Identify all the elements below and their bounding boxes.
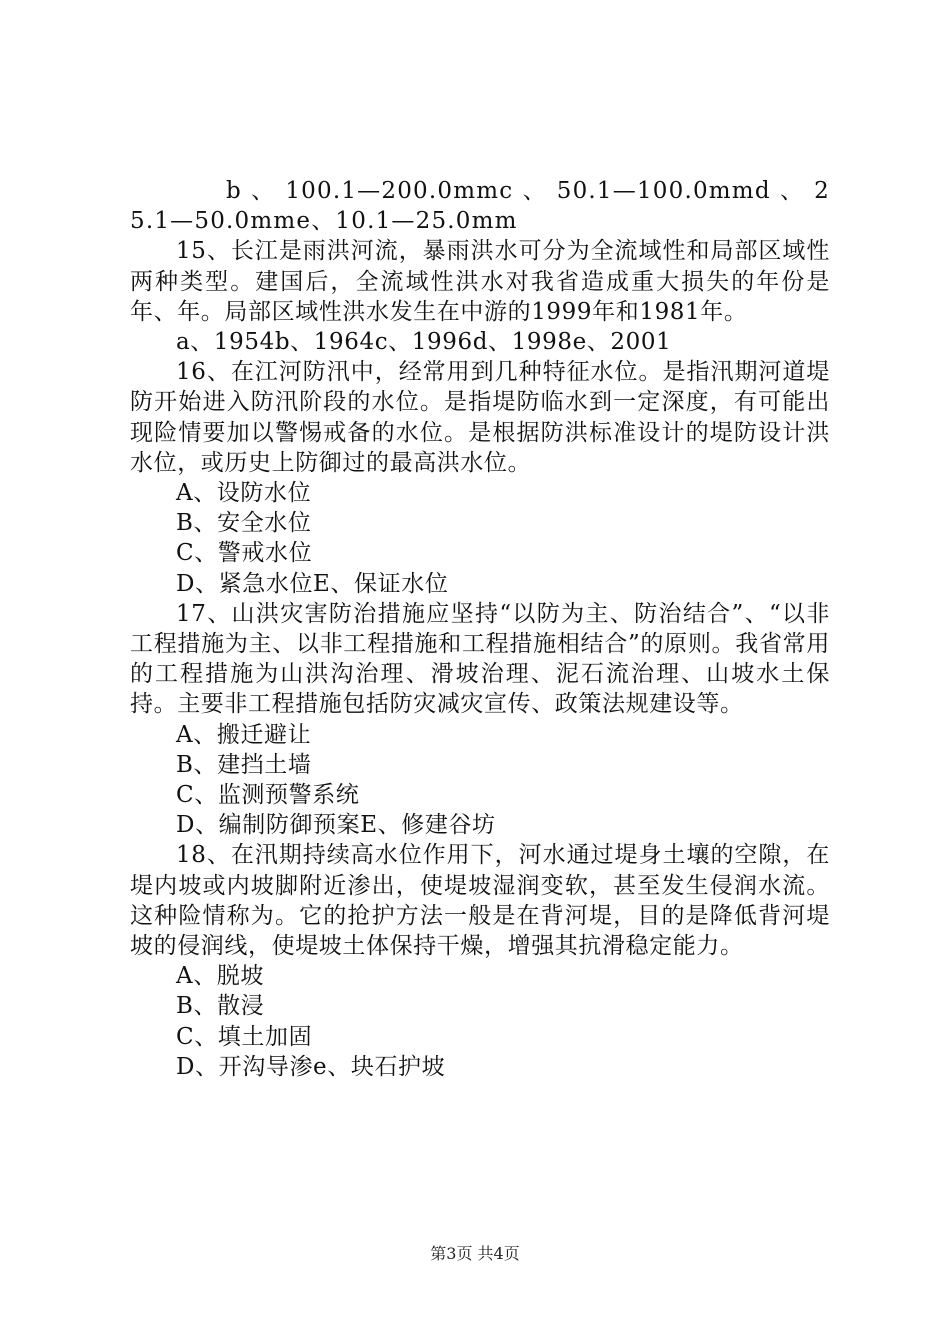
option-16-de: D、紧急水位E、保证水位 <box>176 570 449 597</box>
option-17-de: D、编制防御预案E、修建谷坊 <box>176 812 496 839</box>
answer-options-15: a、1954b、1964c、1996d、1998e、2001 <box>176 329 672 356</box>
question-17: 17、山洪灾害防治措施应坚持“以防为主、防治结合”、“以非工程措施为主、以非工程措施和工程措施相结合”的原则。我省常用的工程措施为山洪沟治理、滑坡治理、泥石流治理、山坡水土保持。主要非工程措施包括防灾减灾宣传、政策法规建设等。 <box>130 600 830 718</box>
page-footer: 第3页 共4页 <box>430 1244 520 1263</box>
option-18-b: B、散浸 <box>176 993 265 1020</box>
option-17-b: B、建挡土墙 <box>176 751 312 778</box>
question-16: 16、在江河防汛中，经常用到几种特征水位。是指汛期河道堤防开始进入防汛阶段的水位。是指堤防临水到一定深度，有可能出现险情要加以警惕戒备的水位。是根据防洪标准设计的堤防设计洪水位，或历史上防御过的最高洪水位。 <box>130 359 830 476</box>
question-18: 18、在汛期持续高水位作用下，河水通过堤身土壤的空隙，在堤内坡或内坡脚附近渗出，使堤坡湿润变软，甚至发生侵润水流。这种险情称为。它的抢护方法一般是在背河堤，目的是降低背河堤坡的侵润线，使堤坡土体保持干燥，增强其抗滑稳定能力。 <box>130 842 830 960</box>
option-18-de: D、开沟导渗e、块石护坡 <box>176 1053 446 1080</box>
option-16-c: C、警戒水位 <box>176 540 313 567</box>
option-18-c: C、填土加固 <box>176 1023 313 1050</box>
option-17-a: A、搬迁避让 <box>176 721 312 748</box>
page-body <box>130 176 830 1082</box>
answer-options-14: b 、 100.1—200.0mmc 、 50.1—100.0mmd 、 25.1—50.0mme、10.1—25.0mm <box>130 178 830 235</box>
option-18-a: A、脱坡 <box>176 963 265 990</box>
option-17-c: C、监测预警系统 <box>176 782 360 809</box>
question-15: 15、长江是雨洪河流，暴雨洪水可分为全流域性和局部区域性两种类型。建国后，全流域性洪水对我省造成重大损失的年份是年、年。局部区域性洪水发生在中游的1999年和1981年。 <box>130 238 830 325</box>
option-16-b: B、安全水位 <box>176 510 312 537</box>
option-16-a: A、设防水位 <box>176 480 312 507</box>
